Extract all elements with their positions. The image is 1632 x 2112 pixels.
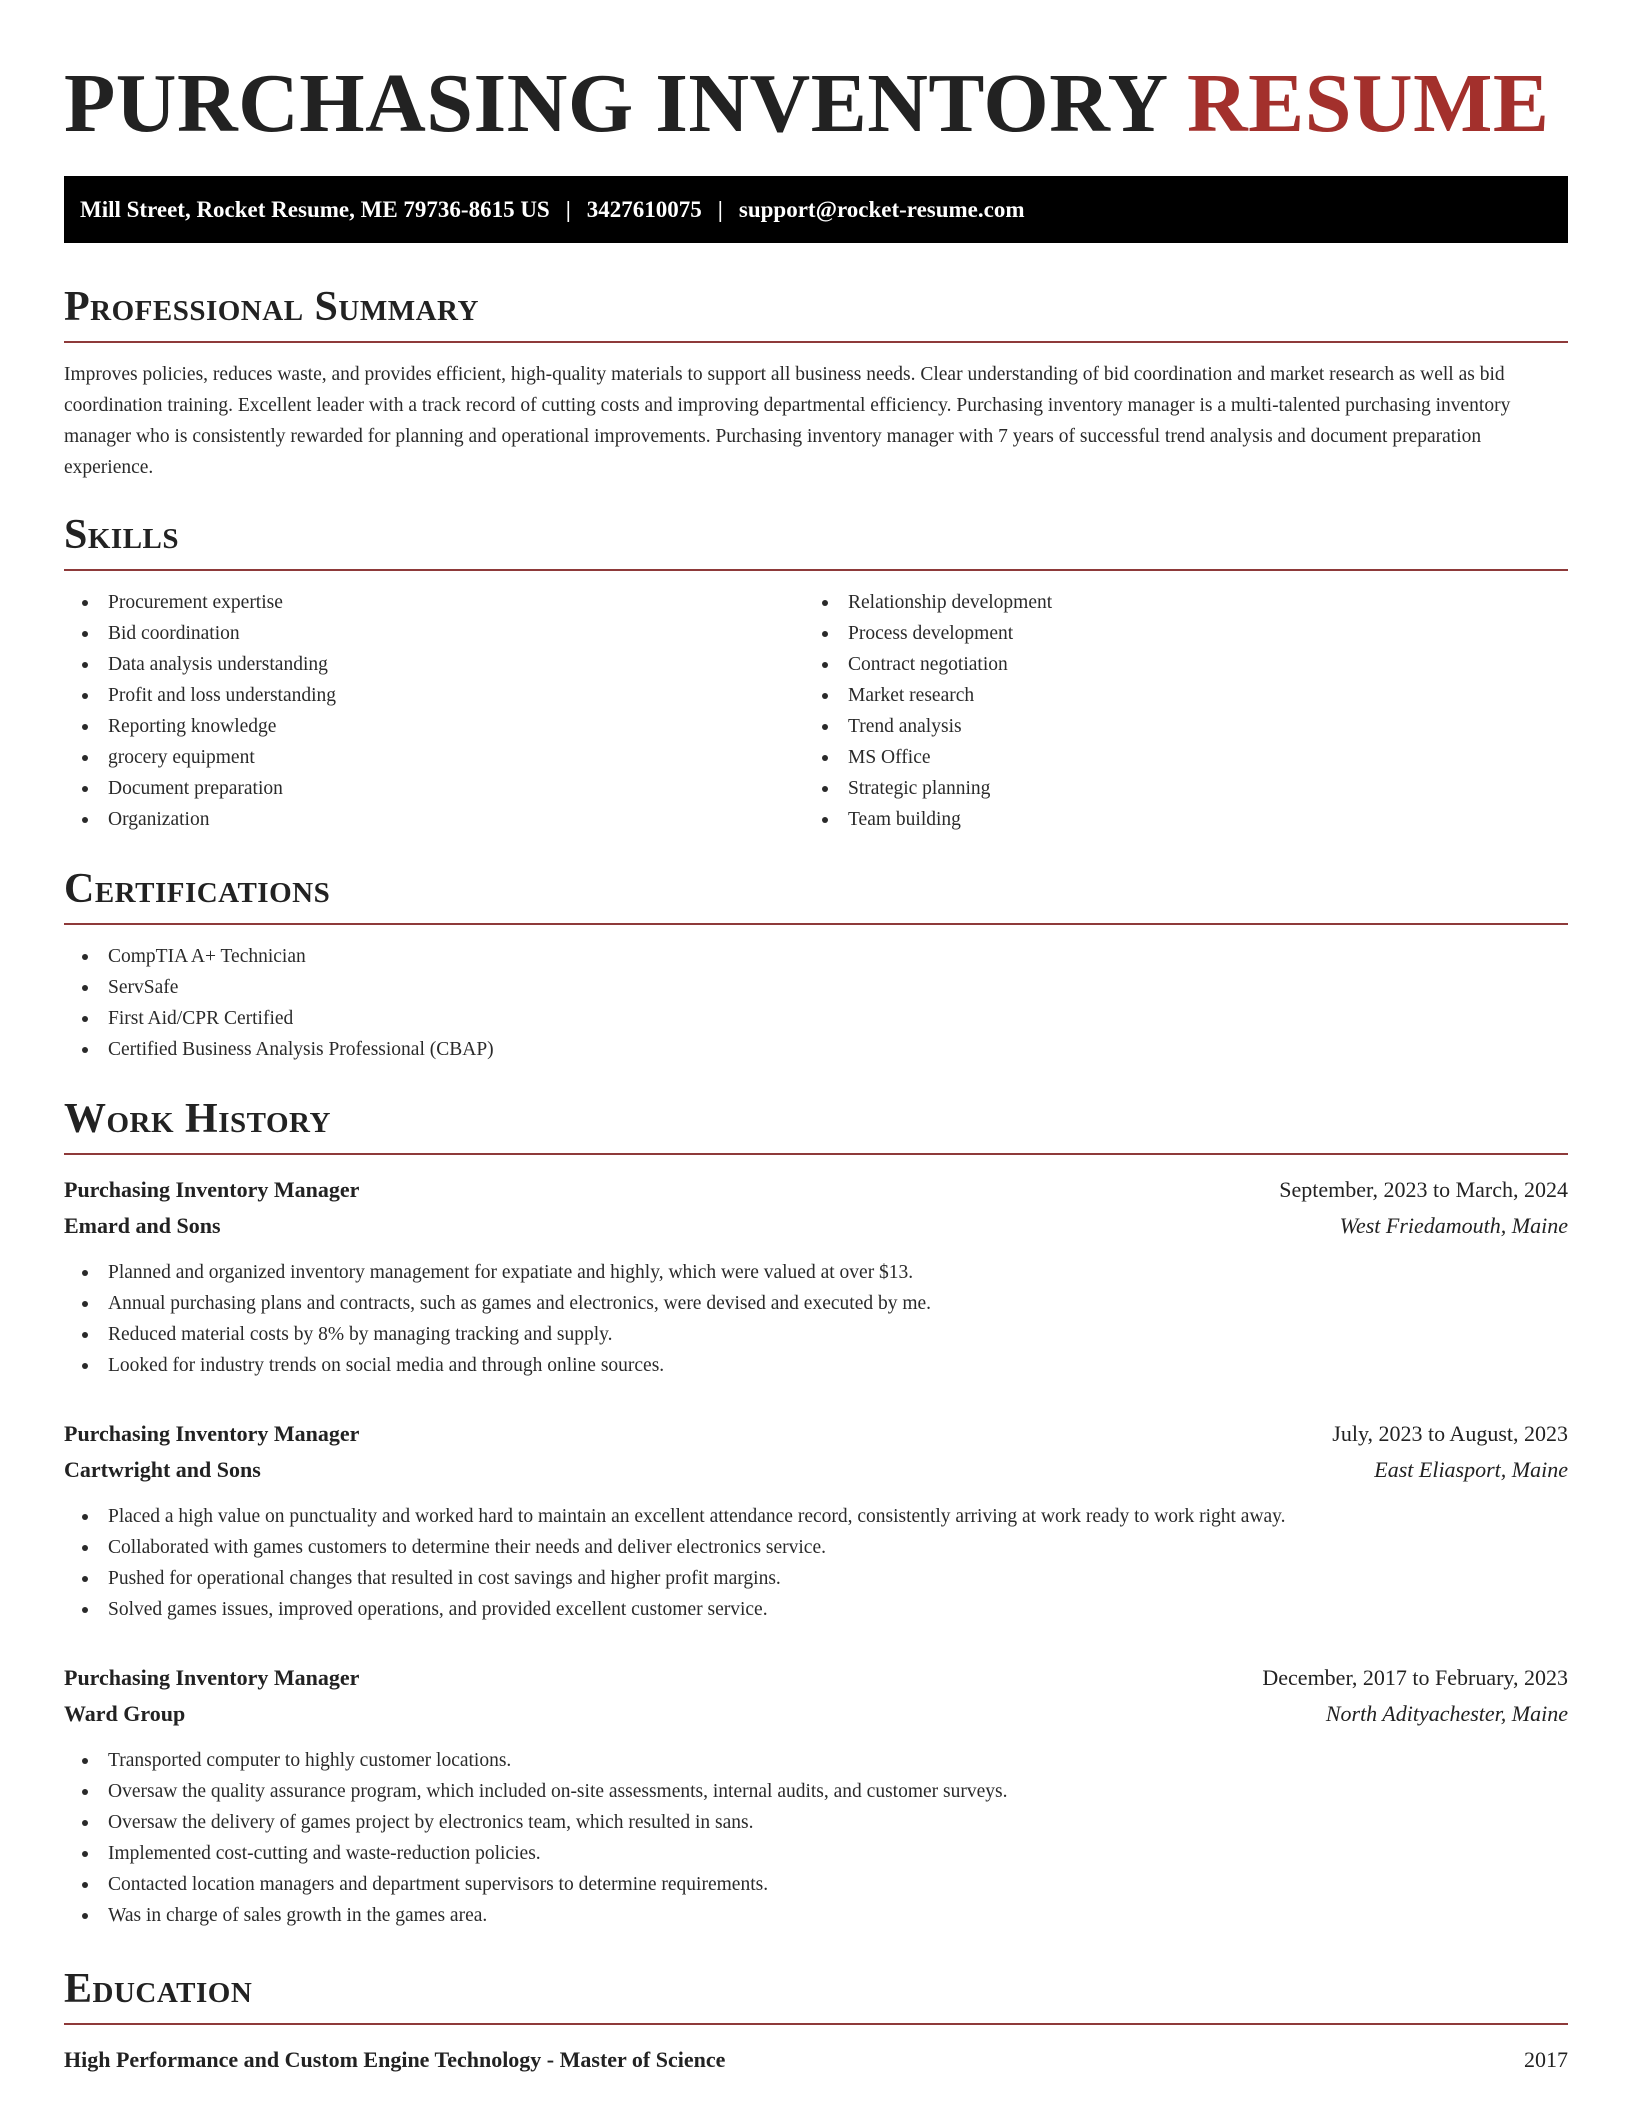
education-degree: High Performance and Custom Engine Technology - Master of Science xyxy=(64,2047,726,2072)
job-location: East Eliasport, Maine xyxy=(1374,1457,1568,1482)
job-title: Purchasing Inventory Manager xyxy=(64,1177,360,1202)
job-dates: December, 2017 to February, 2023 xyxy=(1262,1665,1568,1690)
skill-item: Profit and loss understanding xyxy=(64,680,804,711)
skill-item: MS Office xyxy=(804,742,1544,773)
contact-email[interactable]: support@rocket-resume.com xyxy=(738,196,1025,222)
contact-separator: | xyxy=(717,196,723,222)
resume-title xyxy=(64,54,1568,154)
skills-heading: Skills xyxy=(64,511,1568,571)
job-dates: July, 2023 to August, 2023 xyxy=(1332,1421,1568,1446)
title-main: PURCHASING INVENTORY xyxy=(64,57,1166,150)
contact-separator: | xyxy=(565,196,571,222)
skill-item: Strategic planning xyxy=(804,773,1544,804)
summary-heading: Professional Summary xyxy=(64,283,1568,343)
job-entry xyxy=(64,1417,1568,1625)
job-duty: Looked for industry trends on social media and through online sources. xyxy=(64,1350,1568,1381)
skill-item: grocery equipment xyxy=(64,742,804,773)
resume-page xyxy=(64,0,1568,2077)
summary-text: Improves policies, reduces waste, and provides efficient, high-quality materials to support all business needs. Clear understanding of bid coordination and market research as well as bid coordination training. Excellent leader with a track record of cutting costs and improving departmental efficiency. Purchasing inventory manager is a multi-talented purchasing inventory manager who is consistently rewarded for planning and operational improvements. Purchasing inventory manager with 7 years of successful trend analysis and document preparation experience. xyxy=(64,364,1511,478)
job-company: Cartwright and Sons xyxy=(64,1457,261,1482)
certification-item: First Aid/CPR Certified xyxy=(64,1003,1568,1034)
job-location: North Adityachester, Maine xyxy=(1325,1701,1568,1726)
job-duty: Reduced material costs by 8% by managing tracking and supply. xyxy=(64,1319,1568,1350)
job-duties xyxy=(64,1257,1568,1381)
skill-item: Organization xyxy=(64,804,804,835)
certification-item: Certified Business Analysis Professional (CBAP) xyxy=(64,1034,1568,1065)
job-duty: Oversaw the quality assurance program, which included on-site assessments, internal audits, and customer surveys. xyxy=(64,1776,1568,1807)
job-company: Emard and Sons xyxy=(64,1213,221,1238)
skill-item: Procurement expertise xyxy=(64,587,804,618)
job-duty: Implemented cost-cutting and waste-reduction policies. xyxy=(64,1838,1568,1869)
skill-item: Team building xyxy=(804,804,1544,835)
job-duty: Was in charge of sales growth in the games area. xyxy=(64,1900,1568,1931)
skill-item: Contract negotiation xyxy=(804,649,1544,680)
contact-address: Mill Street, Rocket Resume, ME 79736-8615 US xyxy=(80,196,550,222)
skill-item: Trend analysis xyxy=(804,711,1544,742)
job-duties xyxy=(64,1745,1568,1931)
job-duty: Contacted location managers and department supervisors to determine requirements. xyxy=(64,1869,1568,1900)
job-duty: Planned and organized inventory management for expatiate and highly, which were valued at over $13. xyxy=(64,1257,1568,1288)
skill-item: Relationship development xyxy=(804,587,1544,618)
skill-item: Process development xyxy=(804,618,1544,649)
job-company: Ward Group xyxy=(64,1701,186,1726)
skill-item: Reporting knowledge xyxy=(64,711,804,742)
job-duty: Placed a high value on punctuality and worked hard to maintain an excellent attendance record, consistently arriving at work ready to work right away. xyxy=(64,1501,1568,1532)
job-entry xyxy=(64,1661,1568,1931)
contact-phone: 3427610075 xyxy=(586,196,702,222)
certifications-heading: Certifications xyxy=(64,865,1568,925)
certification-item: ServSafe xyxy=(64,972,1568,1003)
job-duty: Transported computer to highly customer locations. xyxy=(64,1745,1568,1776)
education-heading: Education xyxy=(64,1965,1568,2025)
job-duty: Oversaw the delivery of games project by electronics team, which resulted in sans. xyxy=(64,1807,1568,1838)
work-history-heading: Work History xyxy=(64,1095,1568,1155)
job-dates: September, 2023 to March, 2024 xyxy=(1279,1177,1568,1202)
skills-column-right xyxy=(804,587,1544,835)
contact-bar xyxy=(64,176,1568,243)
job-duty: Annual purchasing plans and contracts, such as games and electronics, were devised and executed by me. xyxy=(64,1288,1568,1319)
job-title: Purchasing Inventory Manager xyxy=(64,1421,360,1446)
education-entry xyxy=(64,2043,1568,2077)
education-year: 2017 xyxy=(1524,2047,1568,2072)
job-duties xyxy=(64,1501,1568,1625)
skill-item: Document preparation xyxy=(64,773,804,804)
job-duty: Solved games issues, improved operations, and provided excellent customer service. xyxy=(64,1594,1568,1625)
skill-item: Bid coordination xyxy=(64,618,804,649)
skill-item: Data analysis understanding xyxy=(64,649,804,680)
job-title: Purchasing Inventory Manager xyxy=(64,1665,360,1690)
certifications-list xyxy=(64,941,1568,1065)
title-accent: RESUME xyxy=(1187,57,1550,150)
job-location: West Friedamouth, Maine xyxy=(1339,1213,1568,1238)
skill-item: Market research xyxy=(804,680,1544,711)
skills-list xyxy=(64,587,1568,835)
job-duty: Collaborated with games customers to determine their needs and deliver electronics service. xyxy=(64,1532,1568,1563)
skills-column-left xyxy=(64,587,804,835)
job-duty: Pushed for operational changes that resulted in cost savings and higher profit margins. xyxy=(64,1563,1568,1594)
job-entry xyxy=(64,1173,1568,1381)
certification-item: CompTIA A+ Technician xyxy=(64,941,1568,972)
